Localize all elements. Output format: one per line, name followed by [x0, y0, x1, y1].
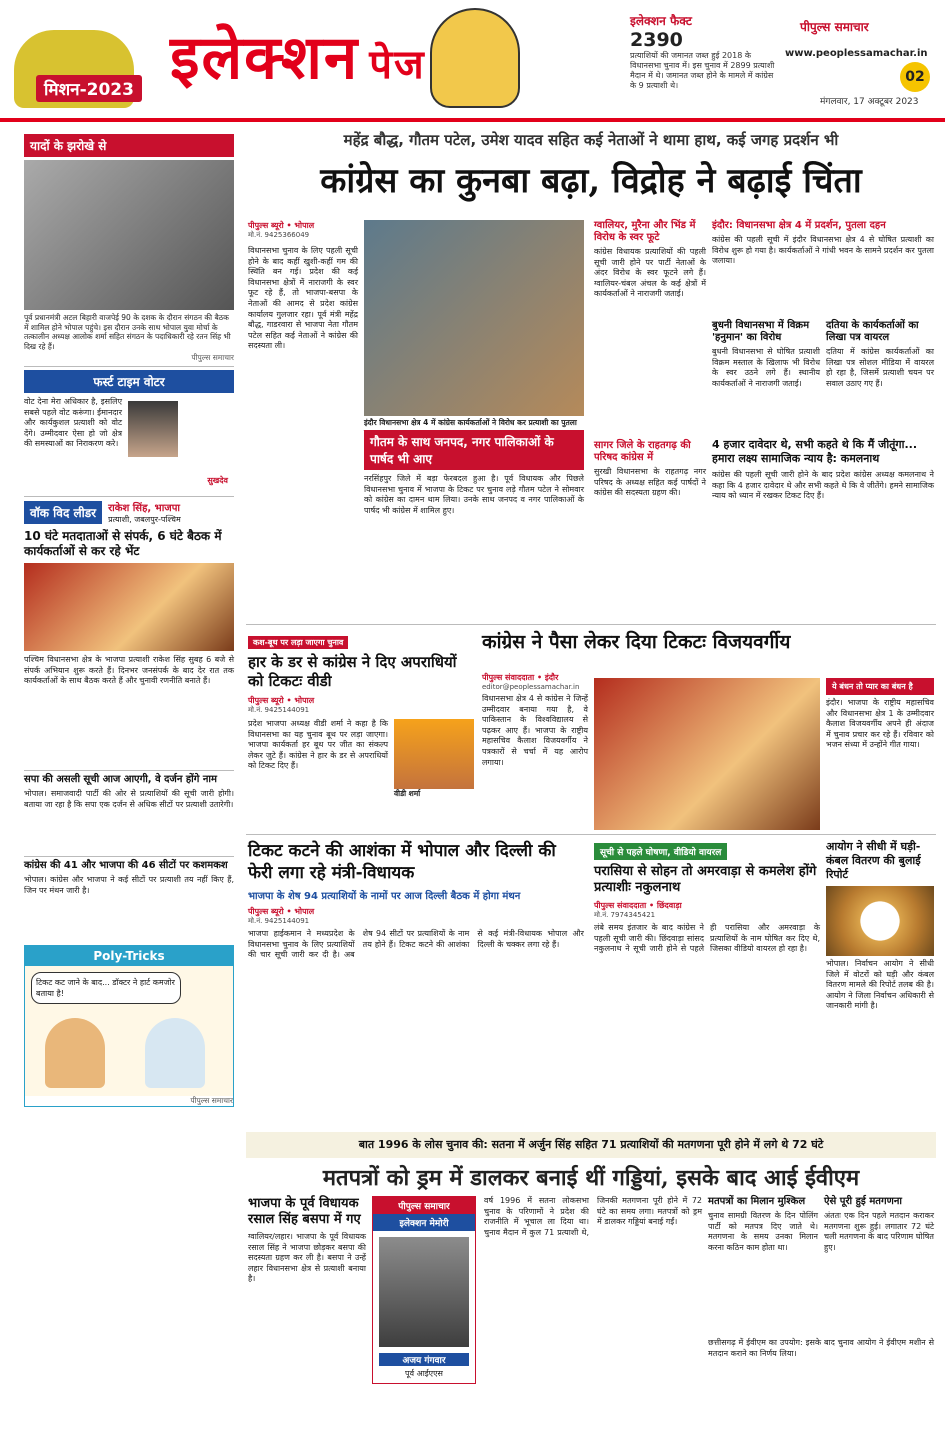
divider: [246, 834, 936, 835]
vd-text: प्रदेश भाजपा अध्यक्ष वीडी शर्मा ने कहा है कि विधानसभा का यह चुनाव बूथ पर लड़ा जाएगा। भाजपा कार्यकर्ता हर बूथ पर जीत का संकल्प लेकर जुटे हैं। कांग्रेस ने हार के डर से अपराधियों को टिकट दिए हैं।: [248, 719, 388, 771]
walk-leader-role: प्रत्याशी, जबलपुर-पश्चिम: [108, 515, 181, 524]
lead-protest-photo: [364, 220, 584, 416]
poly-tricks-credit: पीपुल्स समाचार: [190, 1096, 233, 1105]
gautam-text: नरसिंहपुर जिले में बड़ा फेरबदल हुआ है। पूर्व विधायक और पिछले विधानसभा चुनाव में भाजपा के टिकट पर चुनाव लड़े गौतम पटेल ने सोमवार को कांग्रेस का दामन थाम लिया। उनके साथ जनपद व नगर पालिकाओं के पार्षद भी कांग्रेस में शामिल हुए।: [364, 474, 584, 515]
memory-banner-line1: बात 1996 के लोस चुनाव की: सतना में अर्जुन सिंह सहित 71 प्रत्याशियों की मतगणना पूरी होने में लगे थे 72 घंटे: [358, 1138, 824, 1151]
memory-story-text: वर्ष 1996 में सतना लोकसभा चुनाव के परिणामों ने प्रदेश की राजनीति में भूचाल ला दिया था। चुनाव मैदान में कुल 71 प्रत्याशी थे, जिनकी मतगणना पूरी होने में 72 घंटे का समय लगा। मतपत्रों को ड्रम में डालकर गड्डियां बनाई गईं।: [484, 1196, 702, 1237]
cong-bjp-text: भोपाल। कांग्रेस और भाजपा ने कई सीटों पर प्रत्याशी तय नहीं किए हैं, जिन पर मंथन जारी है।: [24, 875, 234, 895]
vijay-bhajan-photo: [594, 678, 820, 830]
vd-byline: पीपुल्स ब्यूरो • भोपाल: [248, 696, 315, 705]
page-title: इलेक्शन पेज: [170, 23, 426, 93]
walk-with-leader-tag: वॉक विद लीडर: [24, 501, 102, 524]
memory-person-role: पूर्व आईएएस: [405, 1369, 443, 1378]
cartoon-speech-bubble: टिकट कट जाने के बाद... डॉक्टर ने हार्ट कमजोर बताया है!: [31, 972, 181, 1004]
gwalior-text: कांग्रेस विधायक प्रत्याशियों की पहली सूची जारी होने पर पार्टी नेताओं के अंदर विरोध के स्वर फूटने लगे हैं। ग्वालियर-चंबल अंचल के कई क्षेत्रों में कार्यकर्ताओं ने नाराजगी जताई।: [594, 247, 706, 299]
vd-photo-box: [394, 719, 474, 829]
election-memory-box: [372, 1196, 476, 1384]
divider: [24, 366, 234, 367]
vijay-byline: पीपुल्स संवाददाता • इंदौर: [482, 673, 559, 682]
ticket-subhead: भाजपा के शेष 94 प्रत्याशियों के नामों पर आज दिल्ली बैठक में होगा मंथन: [248, 891, 521, 902]
milan-text: चुनाव सामग्री वितरण के दिन पोलिंग पार्टी को मतपत्र दिए जाते थे। मतगणना के समय उनका मिलान करना कठिन काम होता था।: [708, 1211, 818, 1252]
nakul-kicker: सूची से पहले घोषणा, वीडियो वायरल: [594, 843, 727, 860]
milan-heading: मतपत्रों का मिलान मुश्किल: [708, 1196, 806, 1207]
nakul-byline: पीपुल्स संवाददाता • छिंदवाड़ा: [594, 901, 682, 910]
poly-tricks-box: [24, 945, 234, 1107]
rasal-text: ग्वालियर/लहार। भाजपा के पूर्व विधायक रसाल सिंह ने भाजपा छोड़कर बसपा की सदस्यता ग्रहण कर ली है। बसपा ने उन्हें लहार विधानसभा क्षेत्र से प्रत्याशी बनाया है।: [248, 1232, 366, 1284]
fact-text: प्रत्याशियों की जमानत जब्त हुई 2018 के विधानसभा चुनाव में। इस चुनाव में 2899 प्रत्याशी मैदान में थे। जमानत जब्त होने के मामले में कांग्रेस के 9 प्रत्याशी थे।: [630, 51, 775, 90]
cong-bjp-headline: कांग्रेस की 41 और भाजपा की 46 सीटों पर कशमकश: [24, 860, 228, 871]
memory-banner-line2: मतपत्रों को ड्रम में डालकर बनाई थीं गड्डियां, इसके बाद आई ईवीएम: [322, 1165, 860, 1191]
vijay-photo-box: [594, 678, 820, 830]
vd-kicker: कश-बूथ पर लड़ा जाएगा चुनाव: [248, 636, 348, 649]
lead-text: विधानसभा चुनाव के लिए पहली सूची होने के बाद कहीं खुशी-कहीं गम की स्थिति बन गई। प्रदेश की कई विधानसभा क्षेत्रों में नाराजगी के स्वर फूट रहे हैं, तो भाजपा-बसपा के नेताओं की आमद से प्रदेश कांग्रेस कार्यालय गुलजार रहा। पूर्व मंत्री महेंद्र बौद्ध, गाडरवारा से भाजपा नेता गौतम पटेल सहित कई नेताओं ने कांग्रेस की सदस्यता ली।: [248, 246, 358, 351]
memory-person-name: अजय गंगवार: [379, 1353, 469, 1366]
cartoon-figure-left: [45, 1018, 105, 1088]
memory-photo: [24, 160, 234, 310]
nakul-headline: परासिया से सोहन तो अमरवाड़ा से कमलेश होंगे प्रत्याशीः नकुलनाथ: [594, 864, 817, 895]
count-heading: ऐसे पूरी हुई मतगणना: [824, 1196, 902, 1207]
vijay-side: [826, 678, 934, 828]
ticket-text: भाजपा हाईकमान ने मध्यप्रदेश के विधानसभा चुनाव के लिए प्रत्याशियों की चार सूची जारी कर दी है। अब शेष 94 सीटों पर प्रत्याशियों के नाम तय होने हैं। टिकट कटने की आशंका से कई मंत्री-विधायक भोपाल और दिल्ली के चक्कर लगा रहे हैं।: [248, 929, 584, 960]
lead-mobile: मो.नं. 9425366049: [248, 231, 310, 239]
datia-story: [826, 320, 934, 443]
issue-date: मंगलवार, 17 अक्टूबर 2023: [820, 97, 919, 107]
walk-photo: [24, 563, 234, 651]
clock-text: भोपाल। निर्वाचन आयोग ने सीधी जिले में वोटरों को घड़ी और कंबल वितरण मामले की रिपोर्ट तलब की है। आयोग ने जिला निर्वाचन अधिकारी से जानकारी मांगी है।: [826, 959, 934, 1011]
poly-tricks-heading: Poly-Tricks: [25, 946, 233, 966]
datia-heading: दतिया के कार्यकर्ताओं का लिखा पत्र वायरल: [826, 320, 919, 343]
left-column: [24, 134, 234, 1107]
memory-box-sublabel: इलेक्शन मेमोरी: [373, 1214, 475, 1231]
divider: [24, 770, 234, 771]
vijay-side-text: इंदौर। भाजपा के राष्ट्रीय महासचिव और विधानसभा क्षेत्र 1 के उम्मीदवार कैलाश विजयवर्गीय अपने ही अंदाज में चुनाव प्रचार कर रहे हैं। रविवार को भजन संध्या में उन्होंने गीत गाया।: [826, 698, 934, 750]
walk-text: पश्चिम विधानसभा क्षेत्र के भाजपा प्रत्याशी राकेश सिंह सुबह 6 बजे से संपर्क अभियान शुरू करते हैं। दिनभर जनसंपर्क के बाद देर रात तक कार्यकर्ताओं के साथ बैठक करते हैं और चुनावी रणनीति बनाते हैं।: [24, 655, 234, 686]
memory-banner-headline: [246, 1162, 936, 1192]
kamalnath-text: कांग्रेस की पहली सूची जारी होने के बाद प्रदेश कांग्रेस अध्यक्ष कमलनाथ ने कहा कि 4 हजार दावेदार थे और सभी कहते थे कि वे जीतेंगे। हमने सामाजिक न्याय को ध्यान में रखकर टिकट दिए हैं।: [712, 470, 934, 501]
mascot-cartoon: [430, 8, 520, 108]
vijay-text-column: [482, 672, 588, 824]
ticket-headline: टिकट कटने की आशंका में भोपाल और दिल्ली की फेरी लगा रहे मंत्री-विधायक: [248, 841, 556, 883]
rasal-headline: भाजपा के पूर्व विधायक रसाल सिंह बसपा में गए: [248, 1196, 361, 1227]
newspaper-brand: पीपुल्स समाचार: [800, 20, 869, 34]
mission-label: मिशन-2023: [36, 75, 142, 102]
walk-headline: 10 घंटे मतदाताओं से संपर्क, 6 घंटे बैठक में कार्यकर्ताओं से कर रहे भेंट: [24, 529, 222, 558]
indore-story: [712, 220, 934, 307]
masthead-divider: [0, 118, 945, 122]
divider: [246, 624, 936, 625]
walk-with-leader-header: [24, 500, 234, 525]
vd-story: [248, 630, 474, 829]
clock-headline: आयोग ने सीधी में घड़ी- कंबल वितरण की बुलाई रिपोर्ट: [826, 840, 921, 881]
gautam-story: [364, 430, 584, 624]
memory-story: [484, 1196, 702, 1414]
memory-footnote-box: [708, 1338, 934, 1410]
ticket-story: [248, 840, 584, 1047]
nakul-mobile: मो.नं. 7974345421: [594, 911, 656, 919]
vijay-story: [482, 630, 934, 654]
budhni-heading: बुधनी विधानसभा में विक्रम 'हनुमान' का विरोध: [712, 320, 810, 343]
sagar-heading: सागर जिले के राहतगढ़ की परिषद कांग्रेस में: [594, 440, 691, 463]
vd-headline: हार के डर से कांग्रेस ने दिए अपराधियों को टिकटः वीडी: [248, 653, 457, 690]
vd-body: [248, 719, 474, 829]
lead-photo-column: [364, 220, 584, 430]
budhni-text: बुधनी विधानसभा से घोषित प्रत्याशी विक्रम मस्ताल के खिलाफ भी विरोध के स्वर उठने लगे हैं। स्थानीय कार्यकर्ताओं ने नाराजगी जताई।: [712, 347, 820, 388]
indore-heading: इंदौर: विधानसभा क्षेत्र 4 में प्रदर्शन, पुतला दहन: [712, 220, 886, 231]
masthead: [0, 0, 945, 120]
gwalior-heading: ग्वालियर, मुरैना और भिंड में विरोध के स्वर फूटे: [594, 220, 696, 243]
milan-story: [708, 1196, 818, 1339]
memory-person-photo: [379, 1237, 469, 1347]
page-number: 02: [900, 62, 930, 92]
ticket-mobile: मो.नं. 9425144091: [248, 917, 310, 925]
memory-caption: पूर्व प्रधानमंत्री अटल बिहारी वाजपेई 90 के दशक के दौरान संगठन की बैठक में शामिल होने भोपाल पहुंचे। इस दौरान उनके साथ भोपाल युवा मोर्चा के तत्कालीन अध्यक्ष आलोक शर्मा सहित संगठन के पदाधिकारी रहे रतन सिंह भी दिख रहे हैं।: [24, 313, 231, 351]
election-memory-banner: [246, 1132, 936, 1158]
first-voter-name: सुखदेव: [207, 476, 228, 485]
ticket-byline: पीपुल्स ब्यूरो • भोपाल: [248, 907, 315, 916]
vijay-email[interactable]: editor@peoplessamachar.in: [482, 683, 580, 691]
vd-mobile: मो.नं. 9425144091: [248, 706, 310, 714]
walk-leader-info: [108, 500, 181, 525]
nakul-story: [594, 840, 820, 1053]
vd-photo-name: वीडी शर्मा: [394, 789, 421, 798]
count-text: अंततः एक दिन पहले मतदान कराकर मतगणना शुरू हुई। लगातार 72 घंटे चली मतगणना के बाद परिणाम घोषित हुए।: [824, 1211, 934, 1252]
page-title-suffix: पेज: [369, 41, 426, 88]
poly-tricks-cartoon: [25, 966, 233, 1096]
lead-text-column: [248, 220, 358, 596]
lead-photo-caption: इंदौर विधानसभा क्षेत्र 4 में कांग्रेस कार्यकर्ताओं ने विरोध कर प्रत्याशी का पुतला: [364, 418, 577, 427]
vijay-text: विधानसभा क्षेत्र 4 से कांग्रेस ने जिन्हें उम्मीदवार बनाया गया है, वे पाकिस्तान के विश्वविद्यालय से पढ़कर आए हैं। भाजपा के राष्ट्रीय महासचिव कैलाश विजयवर्गीय ने पत्रकारों से चर्चा में यह आरोप लगाया।: [482, 694, 588, 767]
sp-headline: सपा की असली सूची आज आएगी, वे दर्जन होंगे नाम: [24, 774, 218, 785]
sp-text: भोपाल। समाजवादी पार्टी की ओर से प्रत्याशियों की सूची जारी होगी। बताया जा रहा है कि सपा एक दर्जन से अधिक सीटों पर प्रत्याशी उतारेगी।: [24, 789, 234, 809]
election-fact-box: [630, 12, 780, 91]
kamalnath-story: [712, 438, 934, 578]
budhni-story: [712, 320, 820, 443]
kamalnath-heading: 4 हजार दावेदार थे, सभी कहते थे कि मैं जीतूंगा... हमारा लक्ष्य सामाजिक न्याय है: कमलनाथ: [712, 438, 918, 465]
clock-story: [826, 840, 934, 1053]
memory-credit: पीपुल्स समाचार: [191, 353, 234, 362]
mp-map-badge: [14, 30, 134, 108]
website-link[interactable]: www.peoplessamachar.in: [785, 48, 928, 59]
nakul-text: लंबे समय इंतजार के बाद कांग्रेस ने पहली सूची जारी की। छिंदवाड़ा सांसद नकुलनाथ ने सूची जारी होने से पहले ही परासिया और अमरवाड़ा के प्रत्याशियों के नाम घोषित कर दिए थे, जिसका वीडियो वायरल हो रहा है।: [594, 923, 820, 954]
memory-section-heading: यादों के झरोखे से: [24, 134, 234, 157]
vd-photo: [394, 719, 474, 789]
memory-footnote: छत्तीसगढ़ में ईवीएम का उपयोग: इसके बाद चुनाव आयोग ने ईवीएम मशीन से मतदान कराने का निर्णय लिया।: [708, 1338, 934, 1358]
sagar-story: [594, 440, 706, 607]
clock-photo: [826, 886, 934, 956]
sagar-text: सुरखी विधानसभा के राहतगढ़ नगर परिषद के अध्यक्ष सहित कई पार्षदों ने कांग्रेस की सदस्यता ग्रहण की।: [594, 467, 706, 498]
datia-text: दतिया में कांग्रेस कार्यकर्ताओं का लिखा पत्र सोशल मीडिया में वायरल हो रहा है, जिसमें प्रत्याशी चयन पर सवाल उठाए गए हैं।: [826, 347, 934, 388]
gwalior-story: [594, 220, 706, 427]
divider: [24, 856, 234, 857]
rasal-story: [248, 1196, 366, 1412]
walk-leader-name: राकेश सिंह, भाजपा: [108, 503, 180, 514]
cartoon-figure-right: [145, 1018, 205, 1088]
lead-headline: कांग्रेस का कुनबा बढ़ा, विद्रोह ने बढ़ाई चिंता: [320, 161, 862, 201]
count-story: [824, 1196, 934, 1339]
first-voter-text: वोट देना मेरा अधिकार है, इसलिए सबसे पहले वोट करूंगा। ईमानदार और कार्यकुशल प्रत्याशी को वोट देंगे। उम्मीदवार ऐसा हो जो क्षेत्र की समस्याओं का निराकरण करे।: [24, 397, 122, 449]
fact-number: 2390: [630, 29, 683, 51]
first-voter-photo: [128, 401, 178, 457]
gautam-heading: गौतम के साथ जनपद, नगर पालिकाओं के पार्षद भी आए: [364, 430, 584, 470]
lead-story: [246, 130, 936, 202]
vijay-photo-banner: ये बंधन तो प्यार का बंधन है: [826, 678, 934, 695]
memory-box-label: पीपुल्स समाचार: [373, 1197, 475, 1214]
first-voter-heading: फर्स्ट टाइम वोटर: [24, 370, 234, 393]
lead-byline: पीपुल्स ब्यूरो • भोपाल: [248, 221, 315, 230]
first-voter-box: [24, 397, 234, 493]
divider: [24, 496, 234, 497]
indore-text: कांग्रेस की पहली सूची में इंदौर विधानसभा क्षेत्र 4 से घोषित प्रत्याशी का विरोध शुरू हो गया है। कार्यकर्ताओं ने गांधी भवन के सामने प्रदर्शन कर पुतला जलाया।: [712, 235, 934, 266]
lead-kicker: महेंद्र बौद्ध, गौतम पटेल, उमेश यादव सहित कई नेताओं ने थामा हाथ, कई जगह प्रदर्शन भी: [343, 131, 839, 149]
vijay-headline: कांग्रेस ने पैसा लेकर दिया टिकटः विजयवर्गीय: [482, 631, 791, 653]
fact-heading: इलेक्शन फैक्ट: [630, 14, 692, 28]
